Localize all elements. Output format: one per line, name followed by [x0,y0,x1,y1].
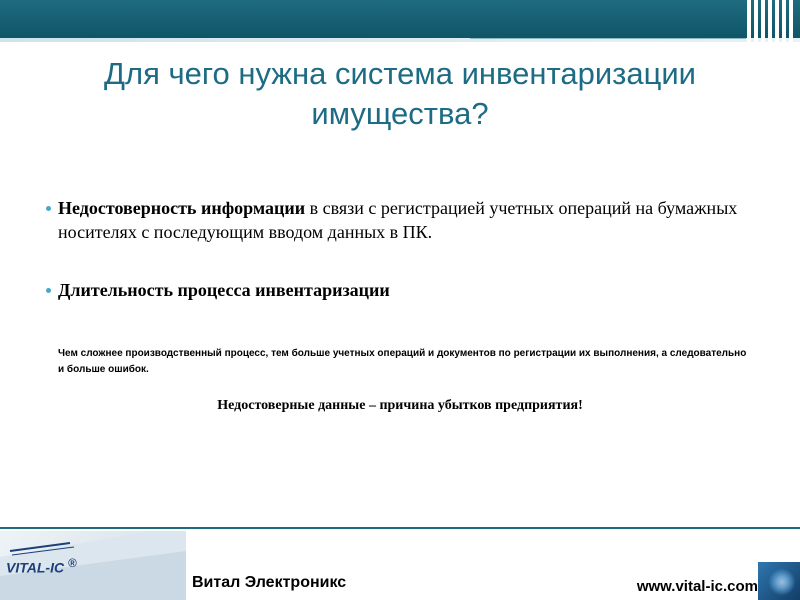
bullet-item [50,278,770,302]
bullet-text: в связи с регистрацией учетных операций на бумажных носителях с последующим вводом данных в ПК. [58,198,738,242]
header-stripe [768,0,772,48]
bullet-item [50,196,770,244]
footer-divider [0,527,800,529]
registered-mark: ® [67,557,77,570]
company-logo [0,531,186,600]
bullet-bold-text: Недостоверность информации [58,198,306,218]
header-stripe [761,0,765,48]
explanatory-note: Чем сложнее производственный процесс, тем больше учетных операций и документов по регистрации их выполнения, а следовательно и больше ошибок. [58,348,747,375]
slide-title: Для чего нужна система инвентаризации имущества? [103,56,696,131]
decorative-graphic [758,562,800,600]
company-website[interactable]: www.vital-ic.com [636,578,758,595]
bullet-list [50,196,770,302]
header-divider [470,38,746,39]
bullet-bold-text: Длительность процесса инвентаризации [58,280,390,300]
company-name: Витал Электроникс [192,574,347,591]
bullet-icon [46,288,51,293]
logo-wordmark [6,557,77,576]
header-stripe [782,0,786,48]
logo-text: VITAL-IC [6,559,65,576]
bullet-icon [46,206,51,211]
header-stripe [775,0,779,48]
header-stripe [747,0,751,48]
header-stripe [754,0,758,48]
header-stripe [789,0,793,48]
key-message: Недостоверные данные – причина убытков предприятия! [217,398,583,413]
header-band [0,0,800,38]
